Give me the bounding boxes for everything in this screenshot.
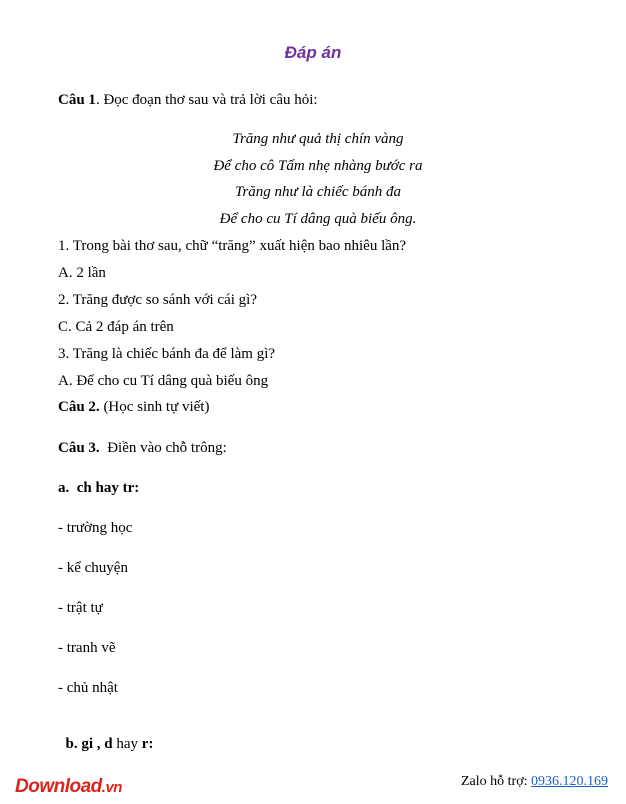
question-1-answer-1: A. 2 lần	[58, 265, 106, 281]
part-a-answer-3: - trật tự	[58, 600, 103, 616]
part-b-bold-1: b. gi , d	[65, 736, 113, 752]
phone-link[interactable]: 0936.120.169	[531, 774, 608, 789]
part-b-heading	[58, 722, 153, 752]
part-b-mid: hay	[112, 736, 142, 752]
question-1-label: Câu 1	[58, 92, 96, 108]
part-a-heading: a. ch hay tr:	[58, 480, 140, 496]
question-1-item-2: 2. Trăng được so sánh với cái gì?	[58, 292, 257, 308]
question-1-prompt: . Đọc đoạn thơ sau và trả lời câu hỏi:	[95, 92, 318, 108]
question-2-text: (Học sinh tự viết)	[99, 399, 210, 415]
part-b-bold-2: r:	[141, 736, 154, 752]
poem-line-1: Trăng như quả thị chín vàng	[232, 131, 404, 147]
question-3-text: Điền vào chỗ trông:	[99, 440, 227, 456]
part-a-answer-4: - tranh vẽ	[58, 640, 116, 656]
contact-label: Zalo hỗ trợ:	[461, 774, 531, 789]
part-a-answer-2: - kể chuyện	[58, 560, 128, 576]
question-1-answer-3: A. Để cho cu Tí dâng quà biếu ông	[58, 373, 269, 389]
question-3-label: Câu 3.	[58, 440, 100, 456]
footer-contact	[461, 774, 608, 790]
question-2	[58, 400, 209, 415]
page-title: Đáp án	[284, 43, 342, 62]
poem-line-4: Để cho cu Tí dâng quà biếu ông.	[219, 211, 417, 227]
question-1-item-1: 1. Trong bài thơ sau, chữ “trăng” xuất hiện bao nhiêu lần?	[58, 238, 407, 254]
download-logo	[15, 776, 122, 798]
question-3	[58, 441, 227, 456]
question-1-item-3: 3. Trăng là chiếc bánh đa để làm gì?	[58, 346, 276, 362]
question-1-heading	[58, 93, 318, 108]
question-2-label: Câu 2.	[58, 399, 100, 415]
logo-main-text: Download	[15, 776, 102, 797]
part-a-answer-5: - chủ nhật	[58, 680, 118, 696]
poem-line-2: Để cho cô Tấm nhẹ nhàng bước ra	[213, 158, 423, 174]
part-a-answer-1: - trường học	[58, 520, 133, 536]
logo-suffix-text: .vn	[101, 779, 122, 796]
poem-line-3: Trăng như là chiếc bánh đa	[234, 184, 402, 200]
question-1-answer-2: C. Cả 2 đáp án trên	[58, 319, 174, 335]
